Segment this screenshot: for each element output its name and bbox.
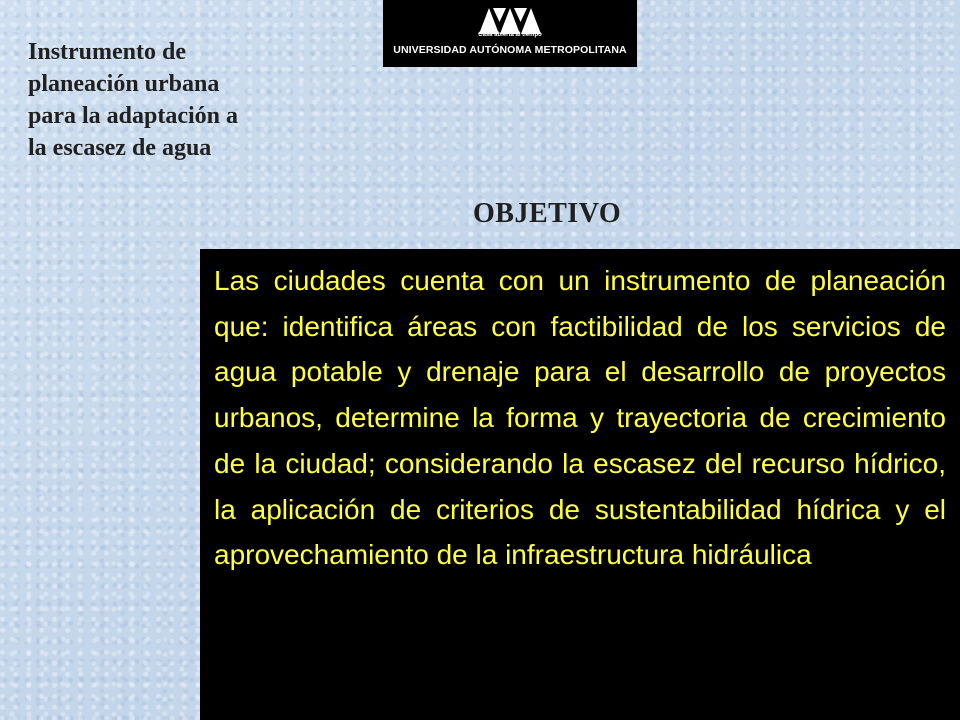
university-logo	[383, 0, 637, 67]
section-heading: OBJETIVO	[473, 198, 622, 229]
logo-tagline: Casa abierta al tiempo	[478, 32, 542, 38]
uam-triangles-icon	[479, 8, 541, 34]
objective-box	[200, 249, 960, 720]
document-title: Instrumento de planeación urbana para la adaptación a la escasez de agua	[28, 39, 239, 161]
objective-text: Las ciudades cuenta con un instrumento de planeación que: identifica áreas con factibilidad de los servicios de agua potable y drenaje para el desarrollo de proyectos urbanos, determine la forma y trayectoria de crecimiento de la ciudad; considerando la escasez del recurso hídrico, la aplicación de criterios de sustentabilidad hídrica y el aprovechamiento de la infraestructura hidráulica	[214, 265, 946, 571]
logo-university-name: UNIVERSIDAD AUTÓNOMA METROPOLITANA	[393, 44, 627, 56]
